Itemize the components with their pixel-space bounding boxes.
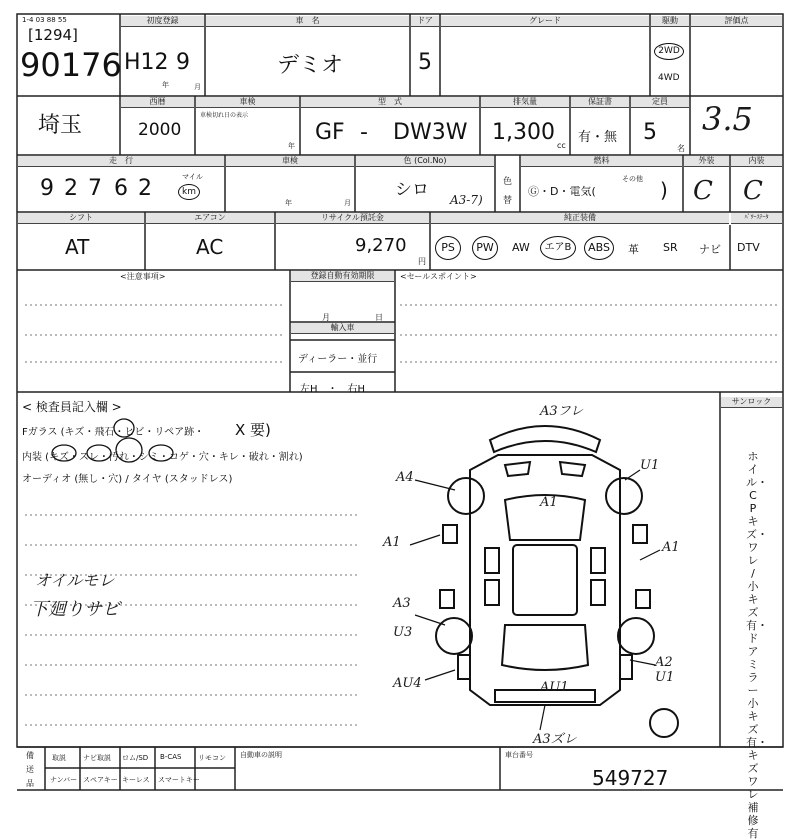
- footer-side-3: 品: [26, 779, 34, 788]
- model-code: DW3W: [393, 120, 468, 145]
- reg-expiry-label: 登録自動有効期限: [291, 271, 394, 282]
- footer-col-bcas: B-CAS: [160, 753, 182, 761]
- mileage-digit: 6: [114, 176, 128, 201]
- drive-label: 駆動: [651, 16, 689, 27]
- grade-label: グレード: [441, 16, 649, 27]
- fuel-close: ): [660, 178, 668, 202]
- recheck-year-unit: 年: [285, 199, 292, 207]
- expiry-month: 月: [322, 313, 330, 322]
- navi-note-label: ﾊﾟﾜｰｽﾃｰﾀ: [731, 213, 782, 224]
- footer-col-remote: リモコン: [198, 754, 226, 762]
- reg-unit-year: 年: [162, 81, 169, 89]
- f-glass-line: Fガラス (キズ・飛石・ヒビ・リペア跡・: [22, 427, 205, 438]
- chassis-number: 549727: [592, 766, 669, 790]
- score-label: 評価点: [691, 16, 782, 27]
- equipment-label: 純正装備: [431, 213, 729, 224]
- footer-col-rom: ロム/SD: [122, 754, 149, 762]
- mark-au4: AU4: [393, 676, 422, 691]
- mark-a1-hood: A1: [540, 495, 558, 510]
- footer-side-1: 備: [26, 751, 34, 760]
- warranty-value: 有・無: [578, 130, 618, 145]
- mileage-label: 走 行: [18, 156, 224, 167]
- mark-a4: A4: [396, 470, 414, 485]
- doors-value: 5: [418, 50, 432, 75]
- footer-col-navi-manual: ナビ取説: [83, 754, 111, 762]
- footer-col-keyless: キーレス: [122, 776, 150, 784]
- footer-col-manual: 取説: [52, 754, 66, 762]
- unit-mile: マイル: [182, 173, 203, 181]
- footer-col-smart-key: スマートキー: [158, 776, 200, 784]
- sun-label: サンロック: [721, 397, 782, 408]
- capacity-label: 定員: [631, 97, 689, 108]
- caution-label: <注意事項>: [120, 272, 166, 281]
- color-code: A3-7): [450, 193, 483, 207]
- mileage-digit: 7: [88, 176, 102, 201]
- equip-sr: SR: [663, 241, 678, 254]
- year-label: 西暦: [121, 97, 194, 108]
- mark-u3: U3: [393, 625, 413, 640]
- displacement-value: 1,300: [492, 120, 555, 145]
- interior-line: 内装 (キズ・スレ・汚れ・シミ・コゲ・穴・キレ・破れ・割れ): [22, 452, 303, 463]
- equip-pw: PW: [472, 236, 498, 260]
- mark-top: A3フレ: [540, 404, 584, 419]
- dealer-parallel: ディーラー・並行: [298, 354, 378, 365]
- mark-u1-top: U1: [640, 458, 660, 473]
- expiry-day: 日: [375, 313, 383, 322]
- inspection-year-unit: 年: [288, 142, 295, 150]
- car-name-label: 車 名: [206, 16, 409, 27]
- capacity-unit: 名: [677, 144, 685, 153]
- equip-dtv: DTV: [737, 241, 760, 254]
- lot-bracket: [1294]: [28, 26, 78, 44]
- equip-navi: ナビ: [699, 243, 721, 256]
- model-label: 型 式: [301, 97, 479, 108]
- prefecture: 埼玉: [38, 113, 83, 138]
- tiny-text: 1-4 03 88 55: [22, 16, 67, 24]
- lot-number: 90176: [20, 46, 122, 84]
- footer-side-2: 送: [26, 765, 34, 774]
- handwritten-1: オイルモレ: [35, 571, 115, 590]
- capacity-value: 5: [643, 120, 657, 145]
- mark-a2-u1: A2 U1: [655, 655, 675, 685]
- car-name: デミオ: [277, 53, 344, 78]
- mark-a3-bottom: A3ズレ: [533, 732, 577, 747]
- exterior-value: C: [693, 176, 713, 206]
- model-prefix: GF: [315, 120, 345, 145]
- f-glass-x: X 要): [235, 421, 271, 439]
- drive-4wd: 4WD: [658, 73, 680, 83]
- recheck-month-unit: 月: [344, 199, 351, 207]
- drive-2wd: 2WD: [654, 43, 684, 60]
- unit-km: km: [178, 184, 200, 200]
- equip-airbag: エアB: [540, 236, 576, 260]
- footer-col-number: ナンバー: [50, 776, 78, 784]
- color-change-1: 色: [503, 177, 513, 187]
- mark-a1-right: A1: [662, 540, 680, 555]
- model-dash: -: [360, 120, 368, 145]
- chassis-label: 車台番号: [505, 751, 533, 759]
- reg-month: 9: [176, 50, 190, 75]
- recycle-unit: 円: [418, 257, 426, 266]
- fuel-options: Ⓖ・D・電気(: [528, 185, 596, 198]
- side-vertical-text: ホイル・CP キズ・ワレ / 小キズ有・ドアミラー小キズ有・キズ ワレ 補修有: [746, 450, 768, 840]
- shift-value: AT: [65, 235, 90, 259]
- exterior-label: 外装: [684, 156, 729, 167]
- aircon-label: エアコン: [146, 213, 274, 224]
- mark-au1: AU1: [540, 680, 569, 695]
- equip-abs: ABS: [584, 236, 614, 260]
- mileage-digit: 2: [138, 176, 152, 201]
- handwritten-2: 下廻りサビ: [30, 599, 120, 620]
- audio-line: オーディオ (無し・穴) / タイヤ (スタッドレス): [22, 474, 233, 485]
- inspection-label: 車検: [196, 97, 299, 108]
- recycle-label: リサイクル預託金: [276, 213, 429, 224]
- mark-a3: A3: [393, 596, 411, 611]
- recheck-label: 車検: [226, 156, 354, 167]
- year-value: 2000: [138, 120, 182, 140]
- fuel-other: その他: [622, 175, 643, 183]
- color-change-2: 替: [503, 196, 513, 206]
- displacement-label: 排気量: [481, 97, 569, 108]
- footer-col-spare-key: スペアキー: [83, 776, 118, 784]
- equip-aw: AW: [512, 241, 530, 254]
- first-reg-label: 初度登録: [121, 16, 204, 27]
- aircon-value: AC: [196, 235, 224, 259]
- mileage-digit: 9: [40, 176, 54, 201]
- sales-points-label: <セールスポイント>: [400, 272, 477, 281]
- inspector-title: < 検査員記入欄 >: [22, 400, 122, 414]
- interior-label: 内装: [731, 156, 782, 167]
- inspection-note: 車検切れ日の表示: [200, 112, 249, 119]
- footer-own-label: 自動車の説明: [240, 751, 282, 759]
- color-value: シロ: [395, 180, 429, 200]
- equip-ps: PS: [435, 236, 461, 260]
- recycle-value: 9,270: [355, 235, 407, 256]
- mark-a1-left: A1: [383, 535, 401, 550]
- equip-leather: 革: [628, 243, 639, 256]
- steering: 左H ・ 右H: [300, 384, 366, 395]
- import-label: 輸入車: [291, 323, 394, 334]
- reg-unit-month: 月: [194, 83, 201, 91]
- reg-era: H12: [124, 50, 169, 75]
- mileage-digit: 2: [64, 176, 78, 201]
- color-label: 色 (Col.No): [356, 156, 494, 167]
- interior-value: C: [743, 176, 763, 206]
- fuel-label: 燃料: [521, 156, 682, 167]
- shift-label: シフト: [18, 213, 144, 224]
- displacement-unit: cc: [557, 141, 566, 150]
- doors-label: ドア: [411, 16, 439, 27]
- warranty-label: 保証書: [571, 97, 629, 108]
- score-value: 3.5: [702, 100, 753, 138]
